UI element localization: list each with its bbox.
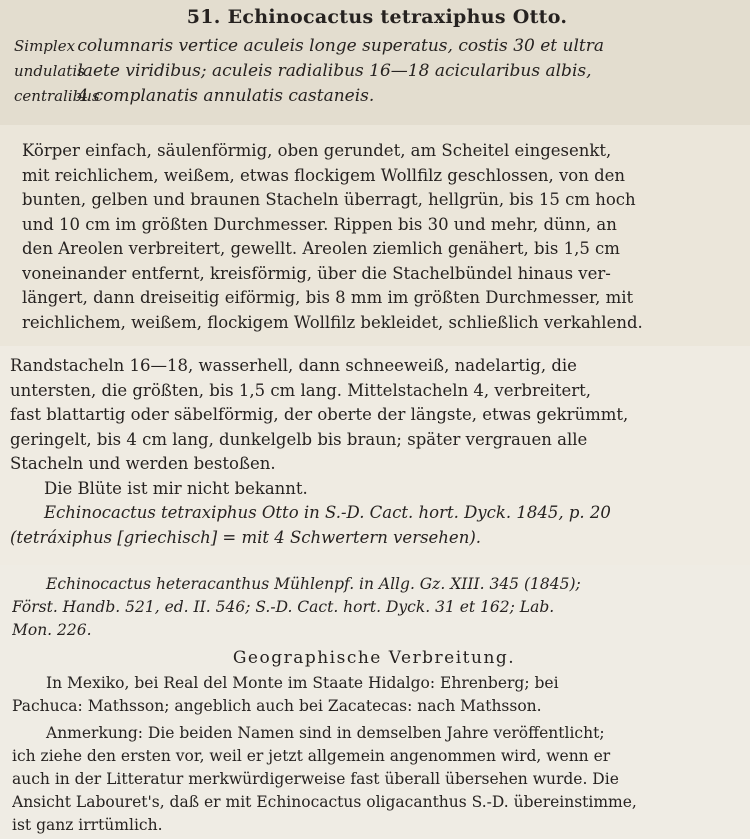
margin-word: Simplex [14, 37, 76, 55]
body-paragraph-1 [22, 139, 740, 335]
text-line: mit reichlichem, weißem, etwas flockigem Wollfilz geschlossen, von den [22, 165, 626, 185]
species-title [14, 6, 740, 28]
bloom-note: Die Blüte ist mir nicht bekannt. [44, 478, 308, 498]
citation-primary [10, 501, 738, 550]
citation-line: (tetráxiphus [griechisch] = mit 4 Schwertern versehen). [10, 527, 482, 547]
latin-text: columnaris vertice aculeis longe superatus, costis 30 et ultra [77, 36, 604, 56]
text-line: untersten, die größten, bis 1,5 cm lang. Mittelstacheln 4, verbreitert, [10, 380, 592, 400]
latin-diagnosis [14, 34, 740, 109]
header-strip [0, 0, 750, 125]
text-line: den Areolen verbreitert, gewellt. Areolen ziemlich genähert, bis 1,5 cm [22, 239, 620, 258]
text-line: reichlichem, weißem, flockigem Wollfilz bekleidet, schließlich verkahlend. [22, 312, 643, 332]
spines-strip [0, 346, 750, 565]
latin-text: 4 complanatis annulatis castaneis. [77, 86, 375, 106]
text-line: voneinander entfernt, kreisförmig, über die Stachelbündel hinaus ver- [22, 263, 611, 283]
text-line: bunten, gelben und braunen Stacheln überragt, hellgrün, bis 15 cm hoch [22, 190, 636, 209]
text-line: längert, dann dreiseitig eiförmig, bis 8 mm im größten Durchmesser, mit [22, 288, 634, 307]
citation-synonym [12, 573, 736, 642]
remark-paragraph [12, 722, 736, 837]
latin-line [14, 34, 740, 59]
latin-line [14, 84, 740, 109]
margin-word: undulatis [14, 62, 85, 80]
body-paragraph-2 [10, 354, 738, 477]
latin-line [14, 59, 740, 84]
references-strip [0, 565, 750, 839]
species-name: Echinocactus tetraxiphus Otto. [227, 6, 568, 28]
text-line: Stacheln und werden bestoßen. [10, 454, 276, 473]
text-line: Körper einfach, säulenförmig, oben gerundet, am Scheitel eingesenkt, [22, 141, 612, 160]
citation-line: Först. Handb. 521, ed. II. 546; S.-D. Cact. hort. Dyck. 31 et 162; Lab. [12, 598, 555, 616]
margin-word: centralibus [14, 87, 100, 105]
description-strip [0, 125, 750, 346]
remark-line: ist ganz irrtümlich. [12, 816, 163, 834]
geo-line: Pachuca: Mathsson; angeblich auch bei Zacatecas: nach Mathsson. [12, 697, 542, 715]
remark-line: Ansicht Labouret's, daß er mit Echinocactus oligacanthus S.-D. übereinstimme, [12, 793, 637, 811]
geo-heading: Geographische Verbreitung. [232, 648, 516, 668]
citation-line: Echinocactus tetraxiphus Otto in S.-D. Cact. hort. Dyck. 1845, p. 20 [44, 503, 611, 522]
text-line: Randstacheln 16—18, wasserhell, dann schneeweiß, nadelartig, die [10, 356, 577, 375]
latin-text: laete viridibus; aculeis radialibus 16—18 acicularibus albis, [77, 61, 592, 81]
geo-line: In Mexiko, bei Real del Monte im Staate Hidalgo: Ehrenberg; bei [46, 674, 559, 692]
text-line: und 10 cm im größten Durchmesser. Rippen bis 30 und mehr, dünn, an [22, 214, 617, 234]
citation-line: Mon. 226. [12, 621, 92, 639]
remark-line: ich ziehe den ersten vor, weil er jetzt allgemein angenommen wird, wenn er [12, 747, 611, 765]
species-number: 51. [186, 6, 221, 28]
text-line: fast blattartig oder säbelförmig, der oberte der längste, etwas gekrümmt, [10, 405, 629, 424]
remark-line: Anmerkung: Die beiden Namen sind in demselben Jahre veröffentlicht; [46, 724, 605, 742]
remark-line: auch in der Litteratur merkwürdigerweise fast überall übersehen wurde. Die [12, 770, 619, 788]
citation-line: Echinocactus heteracanthus Mühlenpf. in Allg. Gz. XIII. 345 (1845); [46, 575, 581, 593]
text-line: geringelt, bis 4 cm lang, dunkelgelb bis braun; später vergrauen alle [10, 429, 588, 449]
geo-paragraph [12, 672, 736, 718]
